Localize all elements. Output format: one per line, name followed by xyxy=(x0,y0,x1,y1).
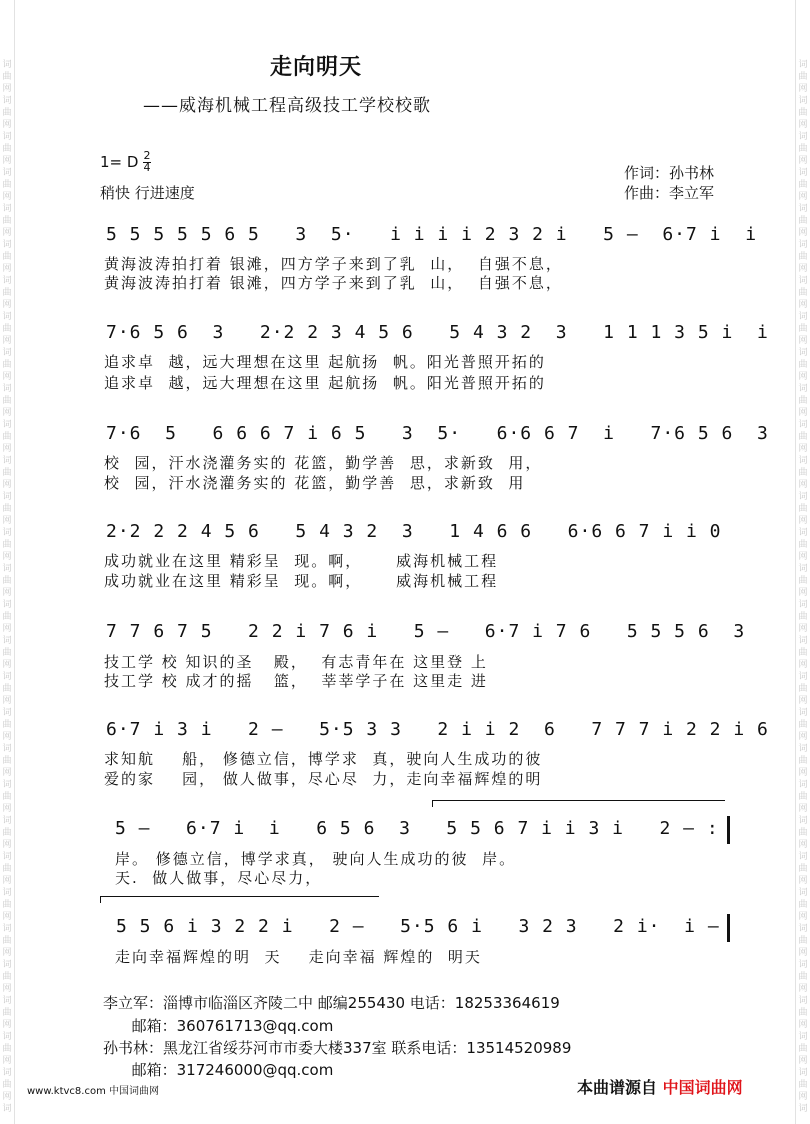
time-top: 2 xyxy=(143,149,151,162)
watermark-char: 词 xyxy=(798,672,808,682)
notes-system-3: 7·6 5 6 6 6 7 i 6 5 3 5· 6·6 6 7 i 7·6 5 6 3 xyxy=(106,423,769,444)
footer-source-prefix: 本曲谱源自 xyxy=(577,1078,663,1097)
watermark-char: 词 xyxy=(2,456,12,466)
watermark-char: 词 xyxy=(2,780,12,790)
watermark-char: 网 xyxy=(2,300,12,310)
watermark-char: 网 xyxy=(2,696,12,706)
watermark-char: 曲 xyxy=(2,900,12,910)
watermark-char: 词 xyxy=(2,708,12,718)
lyric1-system-7: 岸。 修德立信，博学求真， 驶向人生成功的彼 岸。 xyxy=(115,850,517,868)
watermark-char: 网 xyxy=(798,876,808,886)
watermark-char: 词 xyxy=(798,240,808,250)
watermark-char: 词 xyxy=(798,132,808,142)
watermark-char: 网 xyxy=(798,1020,808,1030)
watermark-char: 网 xyxy=(798,300,808,310)
watermark-char: 网 xyxy=(798,696,808,706)
time-bottom: 4 xyxy=(143,161,151,174)
lyric2-system-5: 技工学 校 成才的摇 篮， 莘莘学子在 这里走 进 xyxy=(104,672,488,690)
watermark-char: 曲 xyxy=(798,1044,808,1054)
watermark-char: 网 xyxy=(798,732,808,742)
watermark-char: 网 xyxy=(798,1092,808,1102)
watermark-char: 曲 xyxy=(2,1044,12,1054)
watermark-char: 词 xyxy=(2,816,12,826)
watermark-char: 词 xyxy=(798,276,808,286)
song-title: 走向明天 xyxy=(270,55,363,80)
watermark-char: 曲 xyxy=(798,324,808,334)
watermark-char: 曲 xyxy=(798,576,808,586)
watermark-char: 网 xyxy=(2,624,12,634)
watermark-char: 词 xyxy=(2,636,12,646)
watermark-char: 曲 xyxy=(798,1008,808,1018)
watermark-char: 词 xyxy=(798,564,808,574)
final-ending-bracket xyxy=(100,896,379,903)
watermark-char: 网 xyxy=(2,732,12,742)
watermark-char: 词 xyxy=(2,672,12,682)
watermark-char: 词 xyxy=(798,744,808,754)
watermark-char: 网 xyxy=(2,984,12,994)
watermark-char: 词 xyxy=(2,924,12,934)
contact-composer: 李立军：淄博市临淄区齐陵二中 邮编255430 电话：18253364619 xyxy=(103,994,560,1012)
left-watermark-column xyxy=(0,0,14,1124)
composer-credit: 作曲：李立军 xyxy=(624,184,715,202)
watermark-char: 网 xyxy=(798,84,808,94)
watermark-char: 曲 xyxy=(798,972,808,982)
watermark-char: 词 xyxy=(2,168,12,178)
watermark-char: 曲 xyxy=(2,432,12,442)
watermark-char: 词 xyxy=(798,708,808,718)
right-watermark-column xyxy=(796,0,810,1124)
contact-lyricist-email: 邮箱：317246000@qq.com xyxy=(103,1061,334,1079)
watermark-char: 词 xyxy=(2,744,12,754)
watermark-char: 曲 xyxy=(2,936,12,946)
watermark-char: 词 xyxy=(2,564,12,574)
watermark-char: 词 xyxy=(798,384,808,394)
watermark-char: 词 xyxy=(798,204,808,214)
watermark-char: 词 xyxy=(798,960,808,970)
left-edge-line xyxy=(14,0,15,1124)
watermark-char: 网 xyxy=(798,264,808,274)
footer-source xyxy=(577,1075,743,1098)
watermark-char: 词 xyxy=(798,888,808,898)
watermark-char: 曲 xyxy=(2,288,12,298)
watermark-char: 网 xyxy=(798,660,808,670)
watermark-char: 词 xyxy=(2,204,12,214)
watermark-char: 词 xyxy=(798,60,808,70)
lyric2-system-2: 追求卓 越，远大理想在这里 起航扬 帆。阳光普照开拓的 xyxy=(104,374,546,392)
watermark-char: 曲 xyxy=(2,180,12,190)
watermark-char: 曲 xyxy=(2,72,12,82)
watermark-char: 网 xyxy=(798,624,808,634)
watermark-char: 网 xyxy=(2,444,12,454)
notes-system-2: 7·6 5 6 3 2·2 2 3 4 5 6 5 4 3 2 3 1 1 1 3 5 i i xyxy=(106,322,769,343)
watermark-char: 曲 xyxy=(798,396,808,406)
watermark-char: 曲 xyxy=(798,792,808,802)
watermark-char: 网 xyxy=(2,516,12,526)
song-subtitle: ——威海机械工程高级技工学校校歌 xyxy=(143,96,431,116)
watermark-char: 网 xyxy=(2,156,12,166)
notes-system-6: 6·7 i 3 i 2 — 5·5 3 3 2 i i 2 6 7 7 7 i 2 2 i 6 xyxy=(106,719,769,740)
watermark-char: 曲 xyxy=(798,252,808,262)
watermark-char: 词 xyxy=(798,420,808,430)
lyric2-system-3: 校 园，汗水浇灌务实的 花篮，勤学善 思，求新致 用 xyxy=(104,474,526,492)
watermark-char: 网 xyxy=(2,264,12,274)
watermark-char: 网 xyxy=(2,1056,12,1066)
watermark-char: 网 xyxy=(2,1020,12,1030)
lyric1-system-5: 技工学 校 知识的圣 殿， 有志青年在 这里登 上 xyxy=(104,653,488,671)
watermark-char: 网 xyxy=(798,588,808,598)
watermark-char: 曲 xyxy=(2,252,12,262)
lyricist-credit: 作词：孙书林 xyxy=(624,164,715,182)
watermark-char: 词 xyxy=(2,852,12,862)
watermark-char: 词 xyxy=(2,1068,12,1078)
watermark-char: 网 xyxy=(2,912,12,922)
notes-system-4: 2·2 2 2 4 5 6 5 4 3 2 3 1 4 6 6 6·6 6 7 i i 0 xyxy=(106,521,722,542)
watermark-char: 曲 xyxy=(2,756,12,766)
key-signature: 1= D xyxy=(100,153,139,171)
watermark-char: 曲 xyxy=(798,612,808,622)
watermark-char: 词 xyxy=(798,816,808,826)
watermark-char: 曲 xyxy=(798,648,808,658)
watermark-char: 词 xyxy=(798,1032,808,1042)
watermark-char: 曲 xyxy=(2,792,12,802)
watermark-char: 曲 xyxy=(798,360,808,370)
watermark-char: 曲 xyxy=(2,612,12,622)
watermark-char: 曲 xyxy=(798,180,808,190)
watermark-char: 曲 xyxy=(798,288,808,298)
watermark-char: 词 xyxy=(798,600,808,610)
watermark-char: 曲 xyxy=(798,756,808,766)
watermark-char: 曲 xyxy=(798,900,808,910)
watermark-char: 曲 xyxy=(798,144,808,154)
watermark-char: 词 xyxy=(798,996,808,1006)
final-barline xyxy=(727,914,730,942)
watermark-char: 网 xyxy=(798,912,808,922)
watermark-char: 网 xyxy=(798,804,808,814)
watermark-char: 网 xyxy=(798,192,808,202)
lyric2-system-6: 爱的家 园， 做人做事，尽心尽 力，走向幸福辉煌的明 xyxy=(104,770,543,788)
notes-system-5: 7 7 6 7 5 2 2 i 7 6 i 5 — 6·7 i 7 6 5 5 5 6 3 xyxy=(106,621,746,642)
watermark-char: 词 xyxy=(2,420,12,430)
lyric1-system-4: 成功就业在这里 精彩呈 现。啊， 威海机械工程 xyxy=(104,552,499,570)
watermark-char: 网 xyxy=(798,336,808,346)
lyric1-system-1: 黄海波涛拍打着 银滩，四方学子来到了乳 山， 自强不息， xyxy=(104,255,563,273)
notes-system-1: 5 5 5 5 5 6 5 3 5· i i i i 2 3 2 i 5 — 6·7 i i xyxy=(106,224,758,245)
lyric1-system-8: 走向幸福辉煌的明 天 走向幸福 辉煌的 明天 xyxy=(115,948,482,966)
watermark-char: 词 xyxy=(798,1104,808,1114)
watermark-char: 网 xyxy=(798,444,808,454)
watermark-char: 网 xyxy=(2,804,12,814)
watermark-char: 词 xyxy=(2,96,12,106)
watermark-char: 词 xyxy=(2,384,12,394)
watermark-char: 网 xyxy=(2,876,12,886)
watermark-char: 网 xyxy=(798,768,808,778)
watermark-char: 曲 xyxy=(2,1008,12,1018)
watermark-char: 曲 xyxy=(2,504,12,514)
lyric2-system-7: 天. 做人做事，尽心尽力， xyxy=(115,869,323,887)
watermark-char: 词 xyxy=(798,780,808,790)
watermark-char: 曲 xyxy=(798,108,808,118)
watermark-char: 网 xyxy=(2,660,12,670)
watermark-char: 曲 xyxy=(798,432,808,442)
watermark-char: 网 xyxy=(798,516,808,526)
watermark-char: 曲 xyxy=(2,648,12,658)
watermark-char: 网 xyxy=(798,408,808,418)
watermark-char: 网 xyxy=(2,84,12,94)
footer-brand: 中国词曲网 xyxy=(662,1078,743,1097)
watermark-char: 曲 xyxy=(2,828,12,838)
watermark-char: 词 xyxy=(2,1104,12,1114)
watermark-char: 曲 xyxy=(2,144,12,154)
repeat-barline xyxy=(727,816,730,844)
watermark-char: 网 xyxy=(798,948,808,958)
watermark-char: 词 xyxy=(798,348,808,358)
watermark-char: 词 xyxy=(798,636,808,646)
watermark-char: 网 xyxy=(798,372,808,382)
tempo-marking: 稍快 行进速度 xyxy=(100,184,195,202)
watermark-char: 词 xyxy=(2,888,12,898)
watermark-char: 曲 xyxy=(2,972,12,982)
watermark-char: 词 xyxy=(798,1068,808,1078)
watermark-char: 词 xyxy=(2,528,12,538)
watermark-char: 网 xyxy=(798,156,808,166)
watermark-char: 网 xyxy=(2,372,12,382)
notes-system-7: 5 — 6·7 i i 6 5 6 3 5 5 6 7 i i 3 i 2 — : xyxy=(115,818,719,839)
watermark-char: 曲 xyxy=(2,576,12,586)
watermark-char: 网 xyxy=(2,768,12,778)
watermark-char: 曲 xyxy=(798,936,808,946)
watermark-char: 曲 xyxy=(798,72,808,82)
watermark-char: 网 xyxy=(2,948,12,958)
watermark-char: 词 xyxy=(2,348,12,358)
watermark-char: 网 xyxy=(2,840,12,850)
watermark-char: 词 xyxy=(798,456,808,466)
watermark-char: 词 xyxy=(798,96,808,106)
watermark-char: 词 xyxy=(2,132,12,142)
watermark-char: 曲 xyxy=(2,720,12,730)
watermark-char: 网 xyxy=(798,840,808,850)
watermark-char: 曲 xyxy=(798,468,808,478)
watermark-char: 网 xyxy=(798,552,808,562)
watermark-char: 网 xyxy=(798,120,808,130)
watermark-char: 网 xyxy=(2,480,12,490)
watermark-char: 词 xyxy=(798,924,808,934)
watermark-char: 词 xyxy=(798,168,808,178)
time-signature xyxy=(143,151,151,173)
lyric2-system-4: 成功就业在这里 精彩呈 现。啊， 威海机械工程 xyxy=(104,572,499,590)
watermark-char: 词 xyxy=(2,960,12,970)
contact-lyricist: 孙书林：黑龙江省绥芬河市市委大楼337室 联系电话：13514520989 xyxy=(103,1039,572,1057)
watermark-char: 曲 xyxy=(2,864,12,874)
watermark-char: 词 xyxy=(2,1032,12,1042)
watermark-char: 曲 xyxy=(798,1080,808,1090)
watermark-char: 网 xyxy=(2,1092,12,1102)
watermark-char: 词 xyxy=(2,312,12,322)
watermark-char: 词 xyxy=(2,996,12,1006)
watermark-char: 曲 xyxy=(2,108,12,118)
watermark-char: 曲 xyxy=(2,216,12,226)
watermark-char: 曲 xyxy=(798,828,808,838)
watermark-char: 网 xyxy=(2,120,12,130)
watermark-char: 曲 xyxy=(798,684,808,694)
watermark-char: 网 xyxy=(2,228,12,238)
watermark-char: 曲 xyxy=(2,540,12,550)
watermark-char: 网 xyxy=(2,408,12,418)
watermark-char: 曲 xyxy=(798,504,808,514)
watermark-char: 曲 xyxy=(2,360,12,370)
lyric1-system-3: 校 园，汗水浇灌务实的 花篮，勤学善 思，求新致 用， xyxy=(104,454,543,472)
watermark-char: 曲 xyxy=(798,720,808,730)
watermark-char: 曲 xyxy=(798,216,808,226)
watermark-char: 词 xyxy=(798,492,808,502)
watermark-char: 词 xyxy=(2,276,12,286)
watermark-char: 网 xyxy=(2,336,12,346)
watermark-char: 词 xyxy=(2,492,12,502)
watermark-char: 曲 xyxy=(2,1080,12,1090)
watermark-char: 网 xyxy=(798,1056,808,1066)
watermark-char: 曲 xyxy=(798,540,808,550)
watermark-char: 词 xyxy=(798,312,808,322)
watermark-char: 曲 xyxy=(2,396,12,406)
footer-site-url: www.ktvc8.com 中国词曲网 xyxy=(27,1086,160,1097)
watermark-char: 网 xyxy=(2,588,12,598)
lyric2-system-1: 黄海波涛拍打着 银滩，四方学子来到了乳 山， 自强不息， xyxy=(104,274,563,292)
watermark-char: 词 xyxy=(2,240,12,250)
watermark-char: 词 xyxy=(798,528,808,538)
watermark-char: 网 xyxy=(2,552,12,562)
watermark-char: 词 xyxy=(2,600,12,610)
watermark-char: 曲 xyxy=(2,468,12,478)
watermark-char: 网 xyxy=(798,984,808,994)
watermark-char: 曲 xyxy=(2,684,12,694)
watermark-char: 曲 xyxy=(798,864,808,874)
lyric1-system-6: 求知航 船， 修德立信，博学求 真，驶向人生成功的彼 xyxy=(104,750,543,768)
watermark-char: 网 xyxy=(798,480,808,490)
watermark-char: 曲 xyxy=(2,324,12,334)
watermark-char: 网 xyxy=(2,192,12,202)
notes-system-8: 5 5 6 i 3 2 2 i 2 — 5·5 6 i 3 2 3 2 i· i — xyxy=(116,916,720,937)
contact-composer-email: 邮箱：360761713@qq.com xyxy=(103,1017,334,1035)
watermark-char: 网 xyxy=(798,228,808,238)
watermark-char: 词 xyxy=(798,852,808,862)
watermark-char: 词 xyxy=(2,60,12,70)
repeat-ending-bracket xyxy=(432,800,725,807)
lyric1-system-2: 追求卓 越，远大理想在这里 起航扬 帆。阳光普照开拓的 xyxy=(104,353,546,371)
right-edge-line xyxy=(795,0,796,1124)
